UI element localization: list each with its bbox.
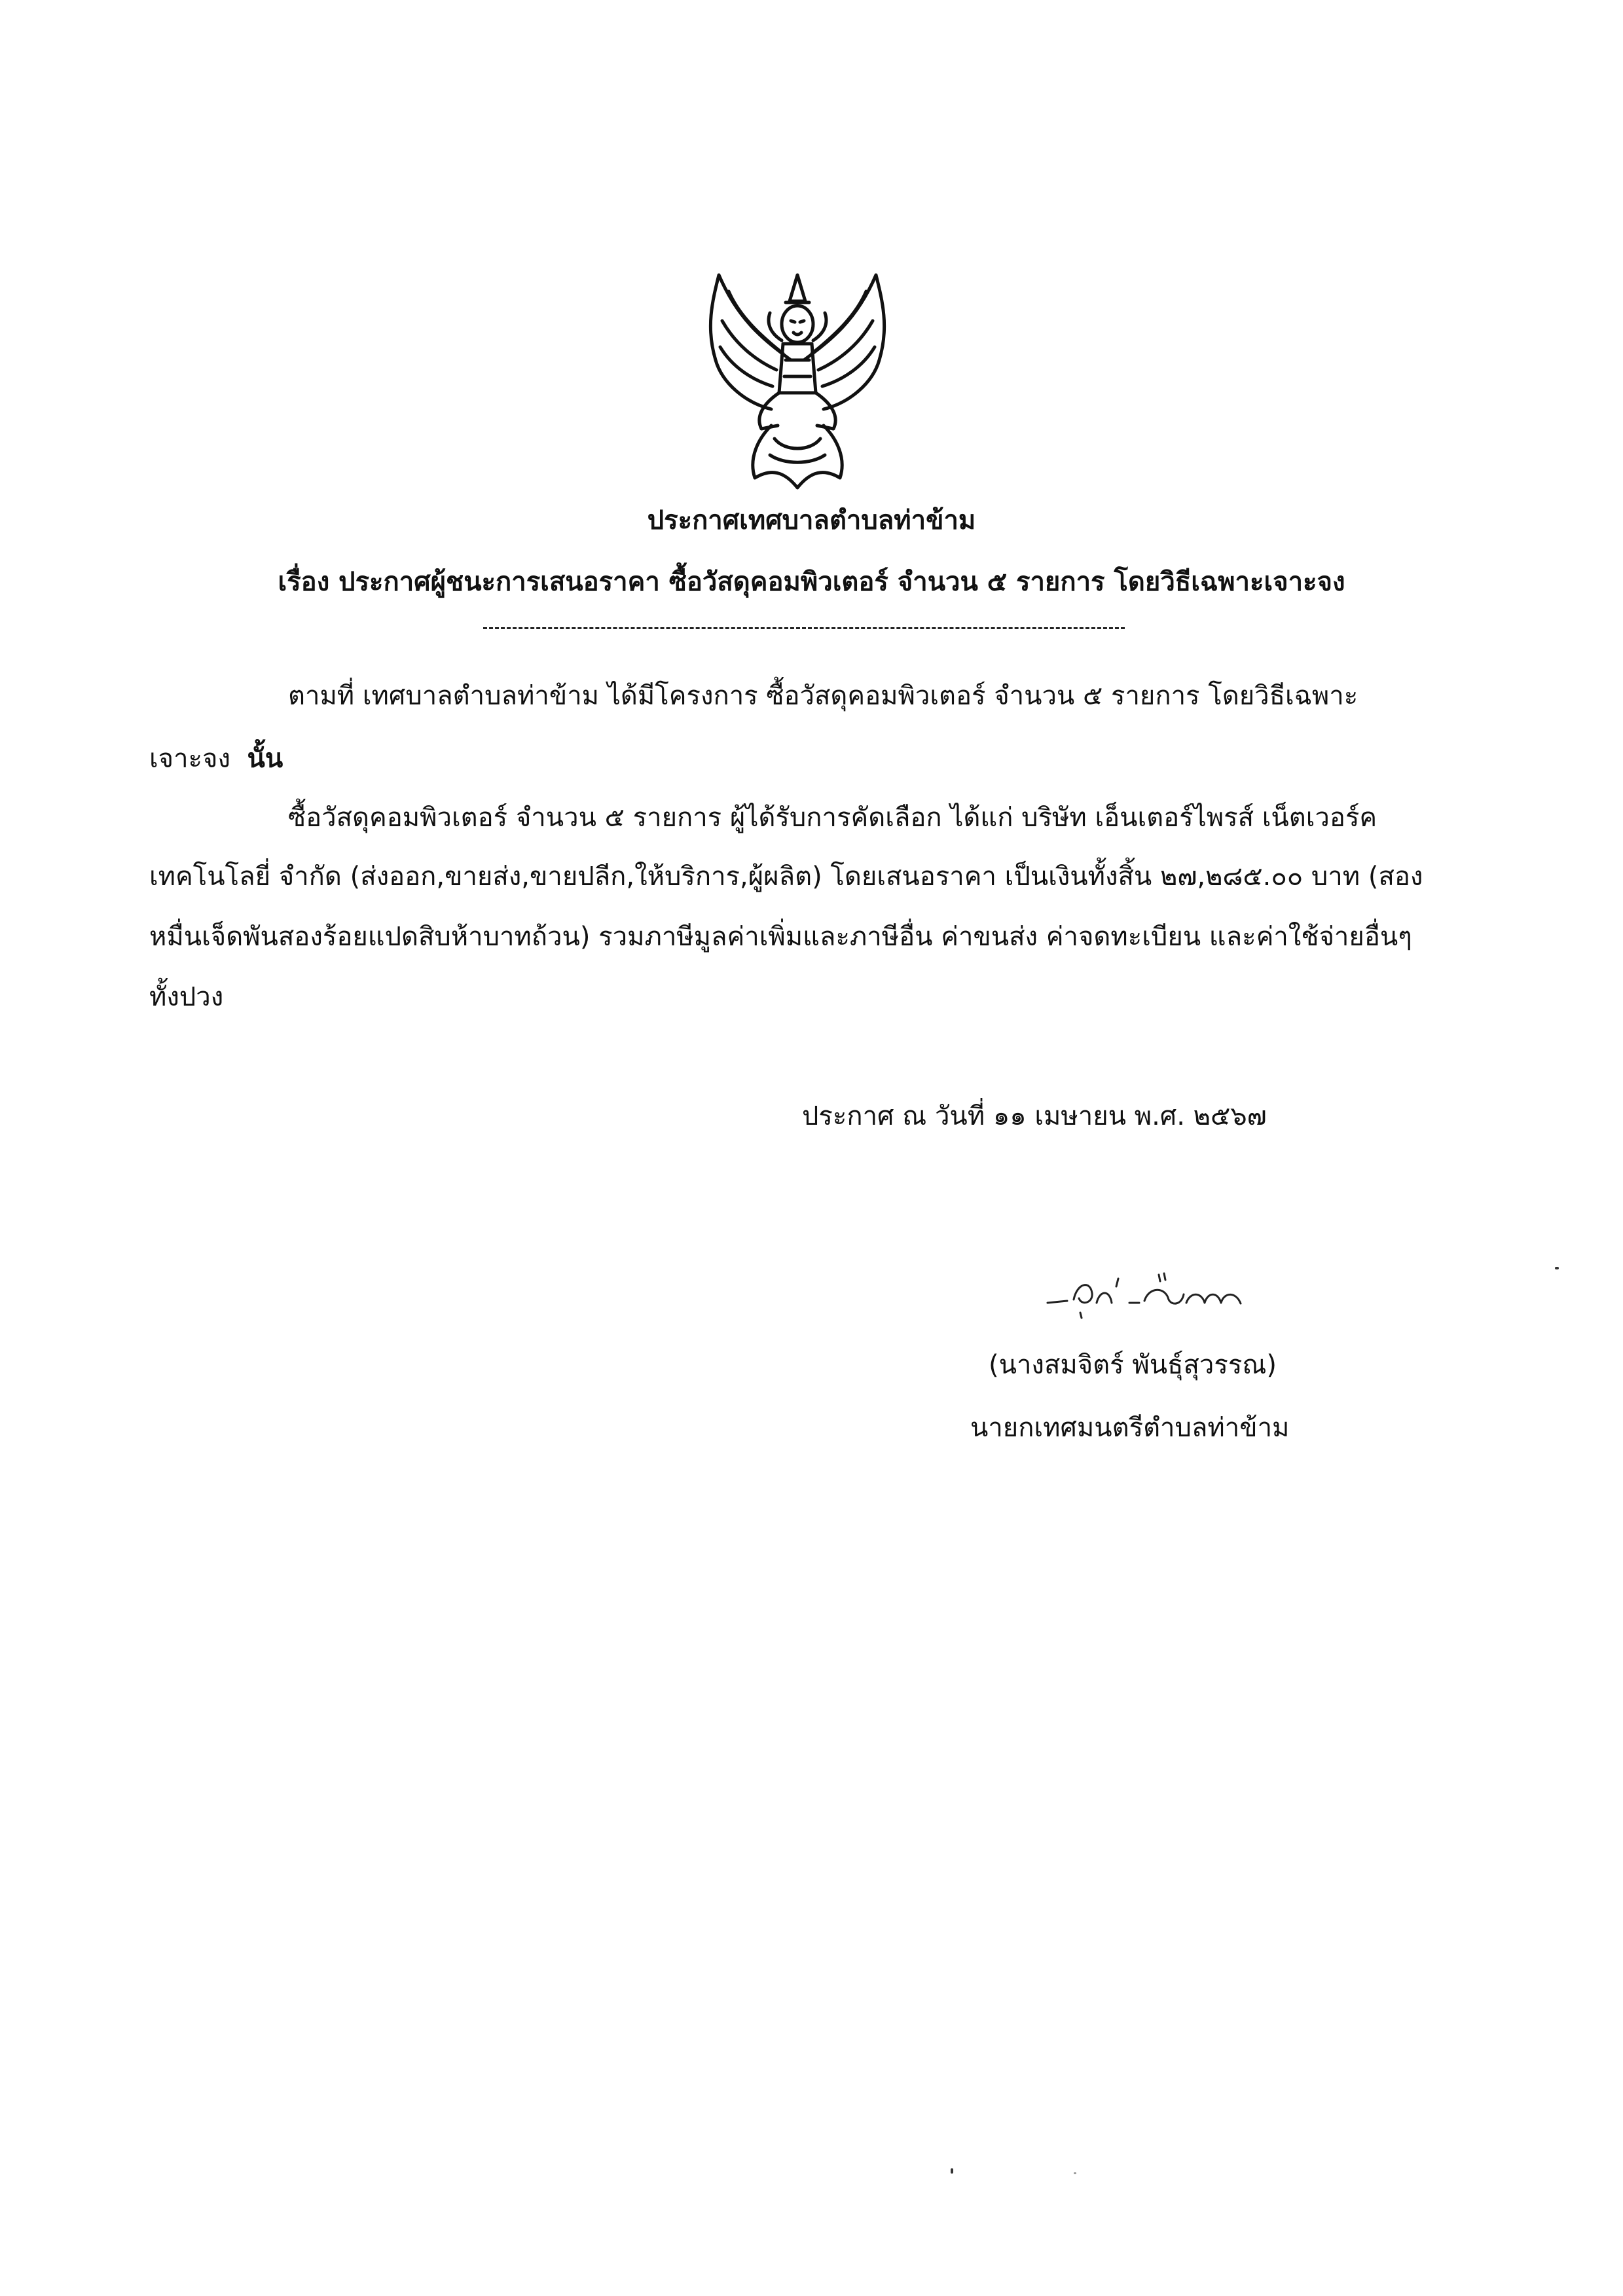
subject-prefix: เรื่อง [278, 567, 330, 597]
paragraph-1-line-1-a: ตามที่ เทศบาลตำบลท่าข้าม [288, 681, 600, 711]
paragraph-1-line-2-text: เจาะจง [149, 744, 231, 774]
scan-speck [951, 2168, 953, 2174]
paragraph-2-line-4: ทั้งปวง [149, 982, 224, 1012]
paragraph-2-line-1 [288, 796, 1377, 838]
paragraph-1-line-1 [288, 674, 1358, 716]
paragraph-2-line-2: เทคโนโลยี่ จำกัด (ส่งออก,ขายส่ง,ขายปลีก,ให้บริการ,ผู้ผลิต) โดยเสนอราคา เป็นเงินทั้งสิ้น ๒๗,๒๘๕.๐๐ บาท (สอง [149, 862, 1423, 892]
handwritten-signature [1041, 1267, 1277, 1329]
paragraph-2-line-1-a: ซื้อวัสดุคอมพิวเตอร์ จำนวน ๕ รายการ [288, 803, 722, 833]
scan-speck [1555, 1267, 1559, 1269]
signatory-name: (นางสมจิตร์ พันธุ์สุวรรณ) [989, 1350, 1277, 1380]
paragraph-2-line-3: หมื่นเจ็ดพันสองร้อยแปดสิบห้าบาทถ้วน) รวมภาษีมูลค่าเพิ่มและภาษีอื่น ค่าขนส่ง ค่าจดทะเบียน และค่าใช้จ่ายอื่นๆ [149, 922, 1412, 952]
paragraph-1-line-2 [149, 737, 283, 779]
signatory-position: นายกเทศมนตรีตำบลท่าข้าม [970, 1413, 1290, 1443]
paragraph-1-line-2-end: นั้น [247, 744, 283, 774]
separator-line [483, 627, 1125, 629]
subject-text: ประกาศผู้ชนะการเสนอราคา ซื้อวัสดุคอมพิวเตอร์ จำนวน ๕ รายการ โดยวิธีเฉพาะเจาะจง [338, 567, 1345, 597]
paragraph-2-line-1-b: ผู้ได้รับการคัดเลือก ได้แก่ บริษัท เอ็นเตอร์ไพรส์ เน็ตเวอร์ค [729, 803, 1377, 833]
paragraph-1-line-1-b: ได้มีโครงการ ซื้อวัสดุคอมพิวเตอร์ จำนวน ๕ รายการ โดยวิธีเฉพาะ [607, 681, 1359, 711]
page-title: ประกาศเทศบาลตำบลท่าข้าม [647, 505, 976, 536]
scan-speck [1074, 2172, 1076, 2174]
subject-line [0, 560, 1623, 602]
announcement-date: ประกาศ ณ วันที่ ๑๑ เมษายน พ.ศ. ๒๕๖๗ [802, 1101, 1267, 1131]
garuda-emblem-icon [693, 262, 902, 498]
